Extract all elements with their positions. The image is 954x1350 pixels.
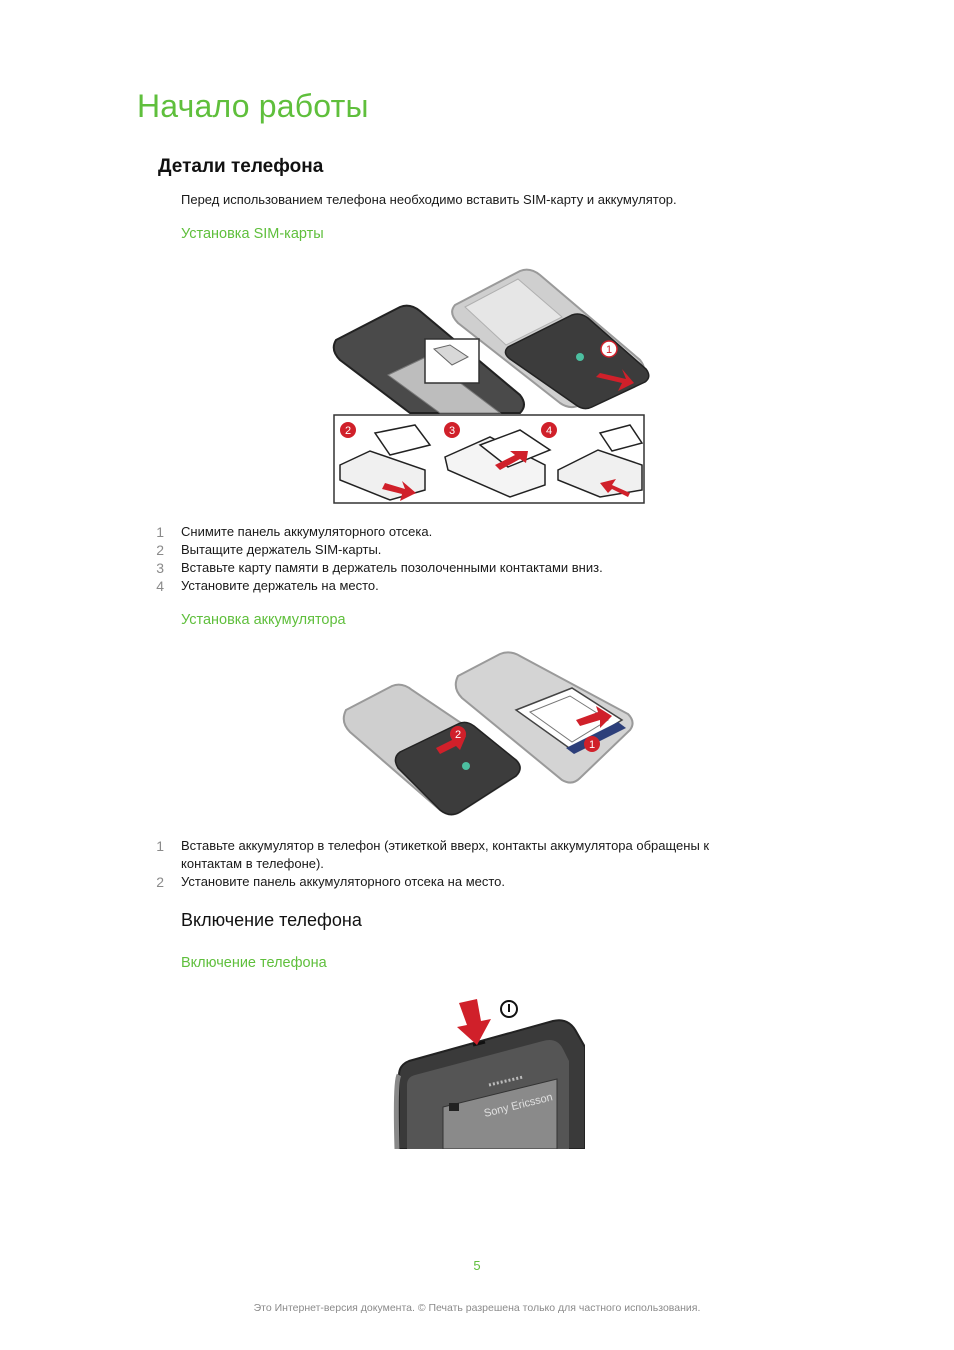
footer-notice: Это Интернет-версия документа. © Печать разрешена только для частного использования. bbox=[253, 1302, 701, 1314]
sim-steps-list bbox=[150, 523, 750, 595]
battery-steps-list bbox=[150, 837, 750, 891]
page-title: Начало работы bbox=[137, 88, 369, 124]
arrow-press-power bbox=[457, 999, 491, 1045]
page-number: 5 bbox=[473, 1258, 481, 1273]
callout-3-label: 3 bbox=[448, 425, 456, 437]
battery-subheading: Установка аккумулятора bbox=[181, 612, 346, 628]
callout-1-label: 1 bbox=[605, 344, 613, 356]
power-subheading: Включение телефона bbox=[181, 955, 327, 971]
power-on-illustration bbox=[393, 995, 585, 1149]
list-item: 2 Установите панель аккумуляторного отсека на место. bbox=[156, 874, 506, 890]
section-heading: Детали телефона bbox=[158, 156, 324, 177]
power-icon bbox=[501, 1001, 517, 1017]
sim-installation-illustration bbox=[330, 265, 650, 507]
intro-text: Перед использованием телефона необходимо вставить SIM-карту и аккумулятор. bbox=[181, 192, 677, 207]
callout-1-icon bbox=[601, 341, 617, 357]
list-item: 2 Вытащите держатель SIM-карты. bbox=[156, 542, 382, 558]
callout-4-label: 4 bbox=[545, 425, 553, 437]
list-item: 1 Вставьте аккумулятор в телефон (этикеткой вверх, контакты аккумулятора обращены к контактам в телефоне). bbox=[156, 838, 710, 871]
callout-1-label: 1 bbox=[588, 739, 596, 751]
list-item: 3 Вставьте карту памяти в держатель позолоченными контактами вниз. bbox=[156, 560, 603, 576]
power-heading: Включение телефона bbox=[181, 910, 362, 930]
callout-2-label: 2 bbox=[344, 425, 352, 437]
sim-subheading: Установка SIM-карты bbox=[181, 226, 324, 242]
battery-installation-illustration bbox=[340, 648, 640, 820]
list-item: 4 Установите держатель на место. bbox=[156, 578, 379, 594]
brand-label: Sony Ericsson bbox=[482, 1091, 554, 1120]
callout-2-label: 2 bbox=[454, 729, 462, 741]
list-item: 1 Снимите панель аккумуляторного отсека. bbox=[156, 524, 433, 540]
